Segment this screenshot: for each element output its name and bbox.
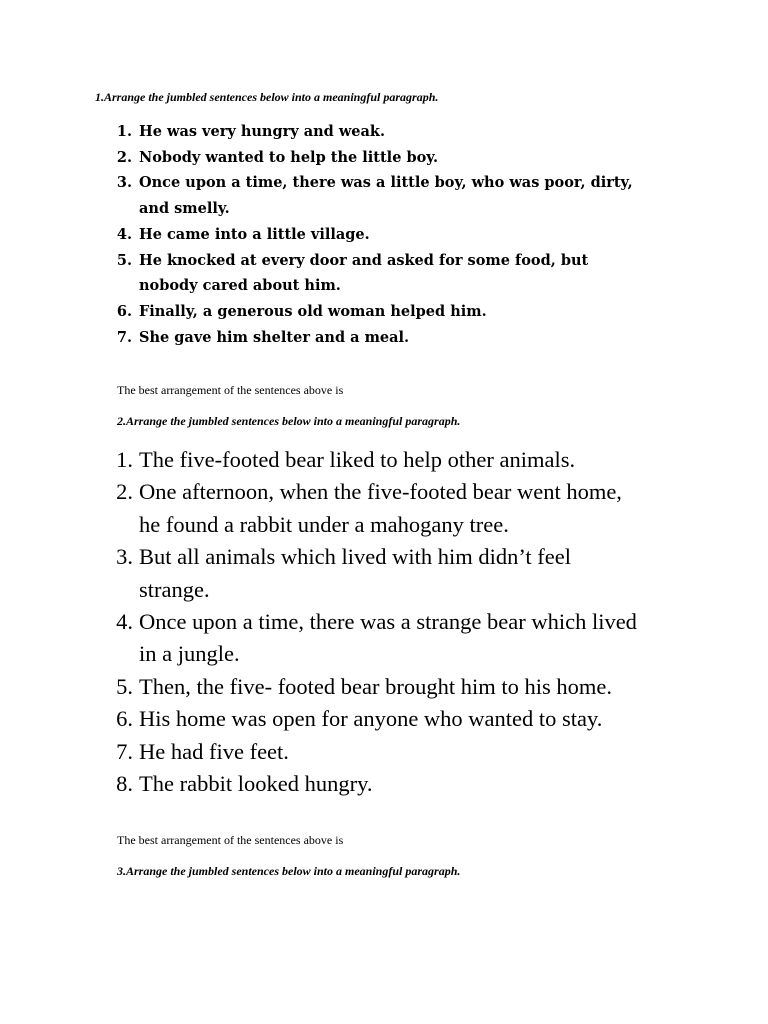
section1-answer-prompt: The best arrangement of the sentences above is xyxy=(117,383,344,397)
item-text: He was very hungry and weak. xyxy=(139,123,386,140)
item-number: 7. xyxy=(116,738,133,764)
item-text: She gave him shelter and a meal. xyxy=(139,328,410,346)
item-text: One afternoon, when the five-footed bear went home, he found a rabbit under a mahogany tree. xyxy=(139,479,622,537)
item-number: 6. xyxy=(116,706,133,732)
item-text: Nobody wanted to help the little boy. xyxy=(139,148,439,166)
section1-instruction: 1.Arrange the jumbled sentences below into a meaningful paragraph. xyxy=(95,90,439,104)
list-item xyxy=(103,736,723,768)
list-item xyxy=(108,248,668,299)
item-number: 3. xyxy=(116,174,132,192)
item-text: His home was open for anyone who wanted to stay. xyxy=(139,706,603,732)
list-item xyxy=(108,325,668,351)
item-number: 5. xyxy=(116,251,132,269)
section2-instruction: 2.Arrange the jumbled sentences below into a meaningful paragraph. xyxy=(117,414,461,428)
list-item xyxy=(108,299,668,325)
list-item xyxy=(103,703,723,735)
item-text: He came into a little village. xyxy=(139,225,370,243)
item-number: 1. xyxy=(116,123,132,140)
section1-sentence-list xyxy=(108,119,668,350)
item-number: 4. xyxy=(116,609,133,635)
list-item xyxy=(108,222,668,248)
section3-instruction: 3.Arrange the jumbled sentences below into a meaningful paragraph. xyxy=(117,864,461,878)
list-item xyxy=(108,170,668,221)
item-number: 7. xyxy=(116,328,132,346)
item-text: He had five feet. xyxy=(139,738,289,764)
item-text: Once upon a time, there was a strange bear which lived in a jungle. xyxy=(139,609,637,667)
list-item xyxy=(103,606,723,671)
item-number: 3. xyxy=(116,544,133,570)
item-text: But all animals which lived with him didn’t feel strange. xyxy=(139,544,572,602)
item-number: 4. xyxy=(116,225,132,243)
item-number: 2. xyxy=(116,479,133,505)
item-text: Once upon a time, there was a little boy, who was poor, dirty, and smelly. xyxy=(139,174,633,218)
list-item xyxy=(103,476,723,541)
item-number: 5. xyxy=(116,673,133,699)
list-item xyxy=(103,444,723,476)
section2-answer-prompt: The best arrangement of the sentences above is xyxy=(117,833,344,847)
item-text: Finally, a generous old woman helped him. xyxy=(139,302,487,320)
item-text: The five-footed bear liked to help other animals. xyxy=(139,447,576,472)
item-number: 2. xyxy=(116,148,132,166)
list-item xyxy=(103,541,723,606)
item-text: Then, the five- footed bear brought him to his home. xyxy=(139,673,613,699)
list-item xyxy=(103,671,723,703)
list-item xyxy=(108,119,668,145)
list-item xyxy=(108,145,668,171)
list-item xyxy=(103,768,723,800)
item-text: He knocked at every door and asked for some food, but nobody cared about him. xyxy=(139,251,589,295)
item-number: 1. xyxy=(116,447,133,472)
item-number: 6. xyxy=(116,302,132,320)
item-text: The rabbit looked hungry. xyxy=(139,771,373,797)
item-number: 8. xyxy=(116,771,133,797)
section2-sentence-list xyxy=(103,444,723,800)
